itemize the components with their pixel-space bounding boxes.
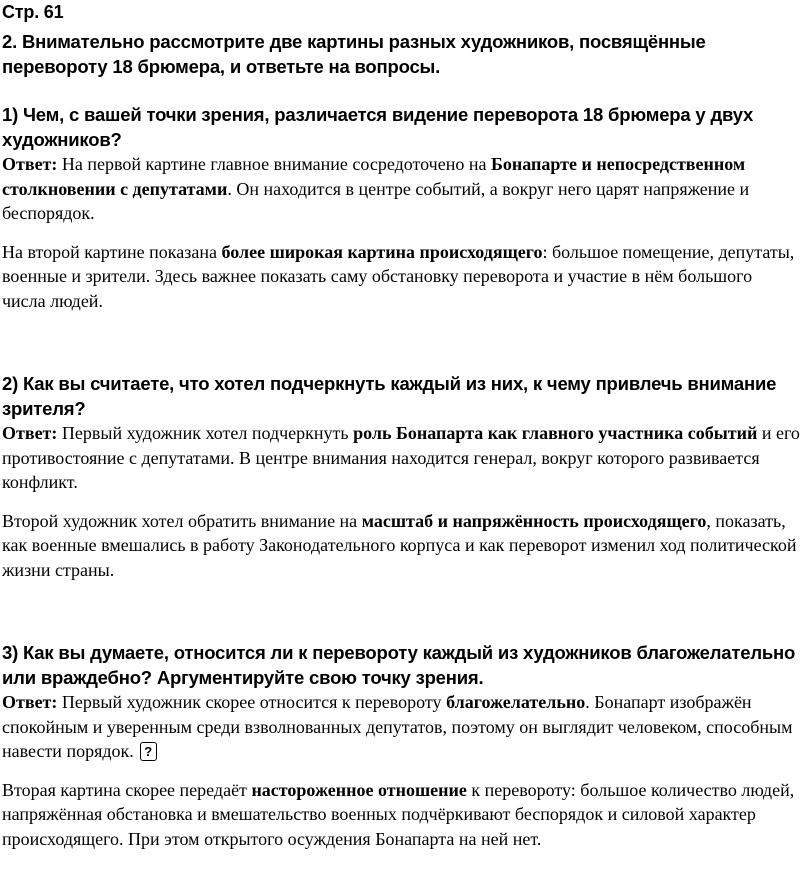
answer-label: Ответ: — [2, 423, 58, 443]
answer-paragraph: Ответ: На первой картине главное внимание сосредоточено на Бонапарте и непосредственном столкновении с депутатами. Он находится в центре событий, а вокруг него царят напряжение и беспорядок. — [2, 154, 750, 223]
emphasis: роль Бонапарта как главного участника событий — [353, 423, 758, 443]
question-mark-icon[interactable]: ? — [140, 742, 157, 761]
page-number: Стр. 61 — [2, 2, 64, 22]
answer-label: Ответ: — [2, 154, 58, 174]
question-block-2 — [2, 371, 800, 582]
emphasis: масштаб и напряжённость происходящего — [361, 510, 707, 531]
answer-paragraph: Ответ: Первый художник скорее относится к перевороту благожелательно. Бонапарт изображён спокойным и уверенным среди взволнованных депутатов, поэтому он выглядит человеком, способным навести порядок. ? — [2, 692, 793, 761]
emphasis: благожелательно — [446, 692, 586, 712]
answer-paragraph: Второй художник хотел обратить внимание на масштаб и напряжённость происходящего, показать, как военные вмешались в работу Законодательного корпуса и как переворот изменил ход политической жизни страны. — [2, 510, 797, 580]
question-block-3 — [2, 640, 800, 851]
emphasis: Бонапарте и непосредственном столкновении с депутатами — [2, 154, 746, 199]
answer-paragraph: Вторая картина скорее передаёт настороженное отношение к перевороту: большое количество людей, напряжённая обстановка и вмешательство военных подчёркивают беспорядок и силовой характер происходящего. При этом открытого осуждения Бонапарта на ней нет. — [2, 779, 795, 849]
question-block-1 — [2, 102, 800, 313]
question-heading: 2) Как вы считаете, что хотел подчеркнуть каждый из них, к чему привлечь внимание зрителя? — [2, 373, 777, 419]
emphasis: более широкая картина происходящего — [221, 241, 543, 262]
answer-paragraph: Ответ: Первый художник хотел подчеркнуть роль Бонапарта как главного участника событий и его противостояние с депутатами. В центре внимания находится генерал, вокруг которого развивается конфликт. — [2, 423, 800, 492]
task-title: 2. Внимательно рассмотрите две картины разных художников, посвящённые перевороту 18 брюмера, и ответьте на вопросы. — [2, 31, 706, 77]
question-heading: 1) Чем, с вашей точки зрения, различается видение переворота 18 брюмера у двух художников? — [2, 104, 754, 150]
question-heading: 3) Как вы думаете, относится ли к перевороту каждый из художников благожелательно или враждебно? Аргументируйте свою точку зрения. — [2, 642, 796, 688]
answer-paragraph: На второй картине показана более широкая картина происходящего: большое помещение, депутаты, военные и зрители. Здесь важнее показать саму обстановку переворота и участие в нём большого числа людей. — [2, 241, 795, 311]
emphasis: настороженное отношение — [251, 779, 467, 800]
answer-label: Ответ: — [2, 692, 58, 712]
